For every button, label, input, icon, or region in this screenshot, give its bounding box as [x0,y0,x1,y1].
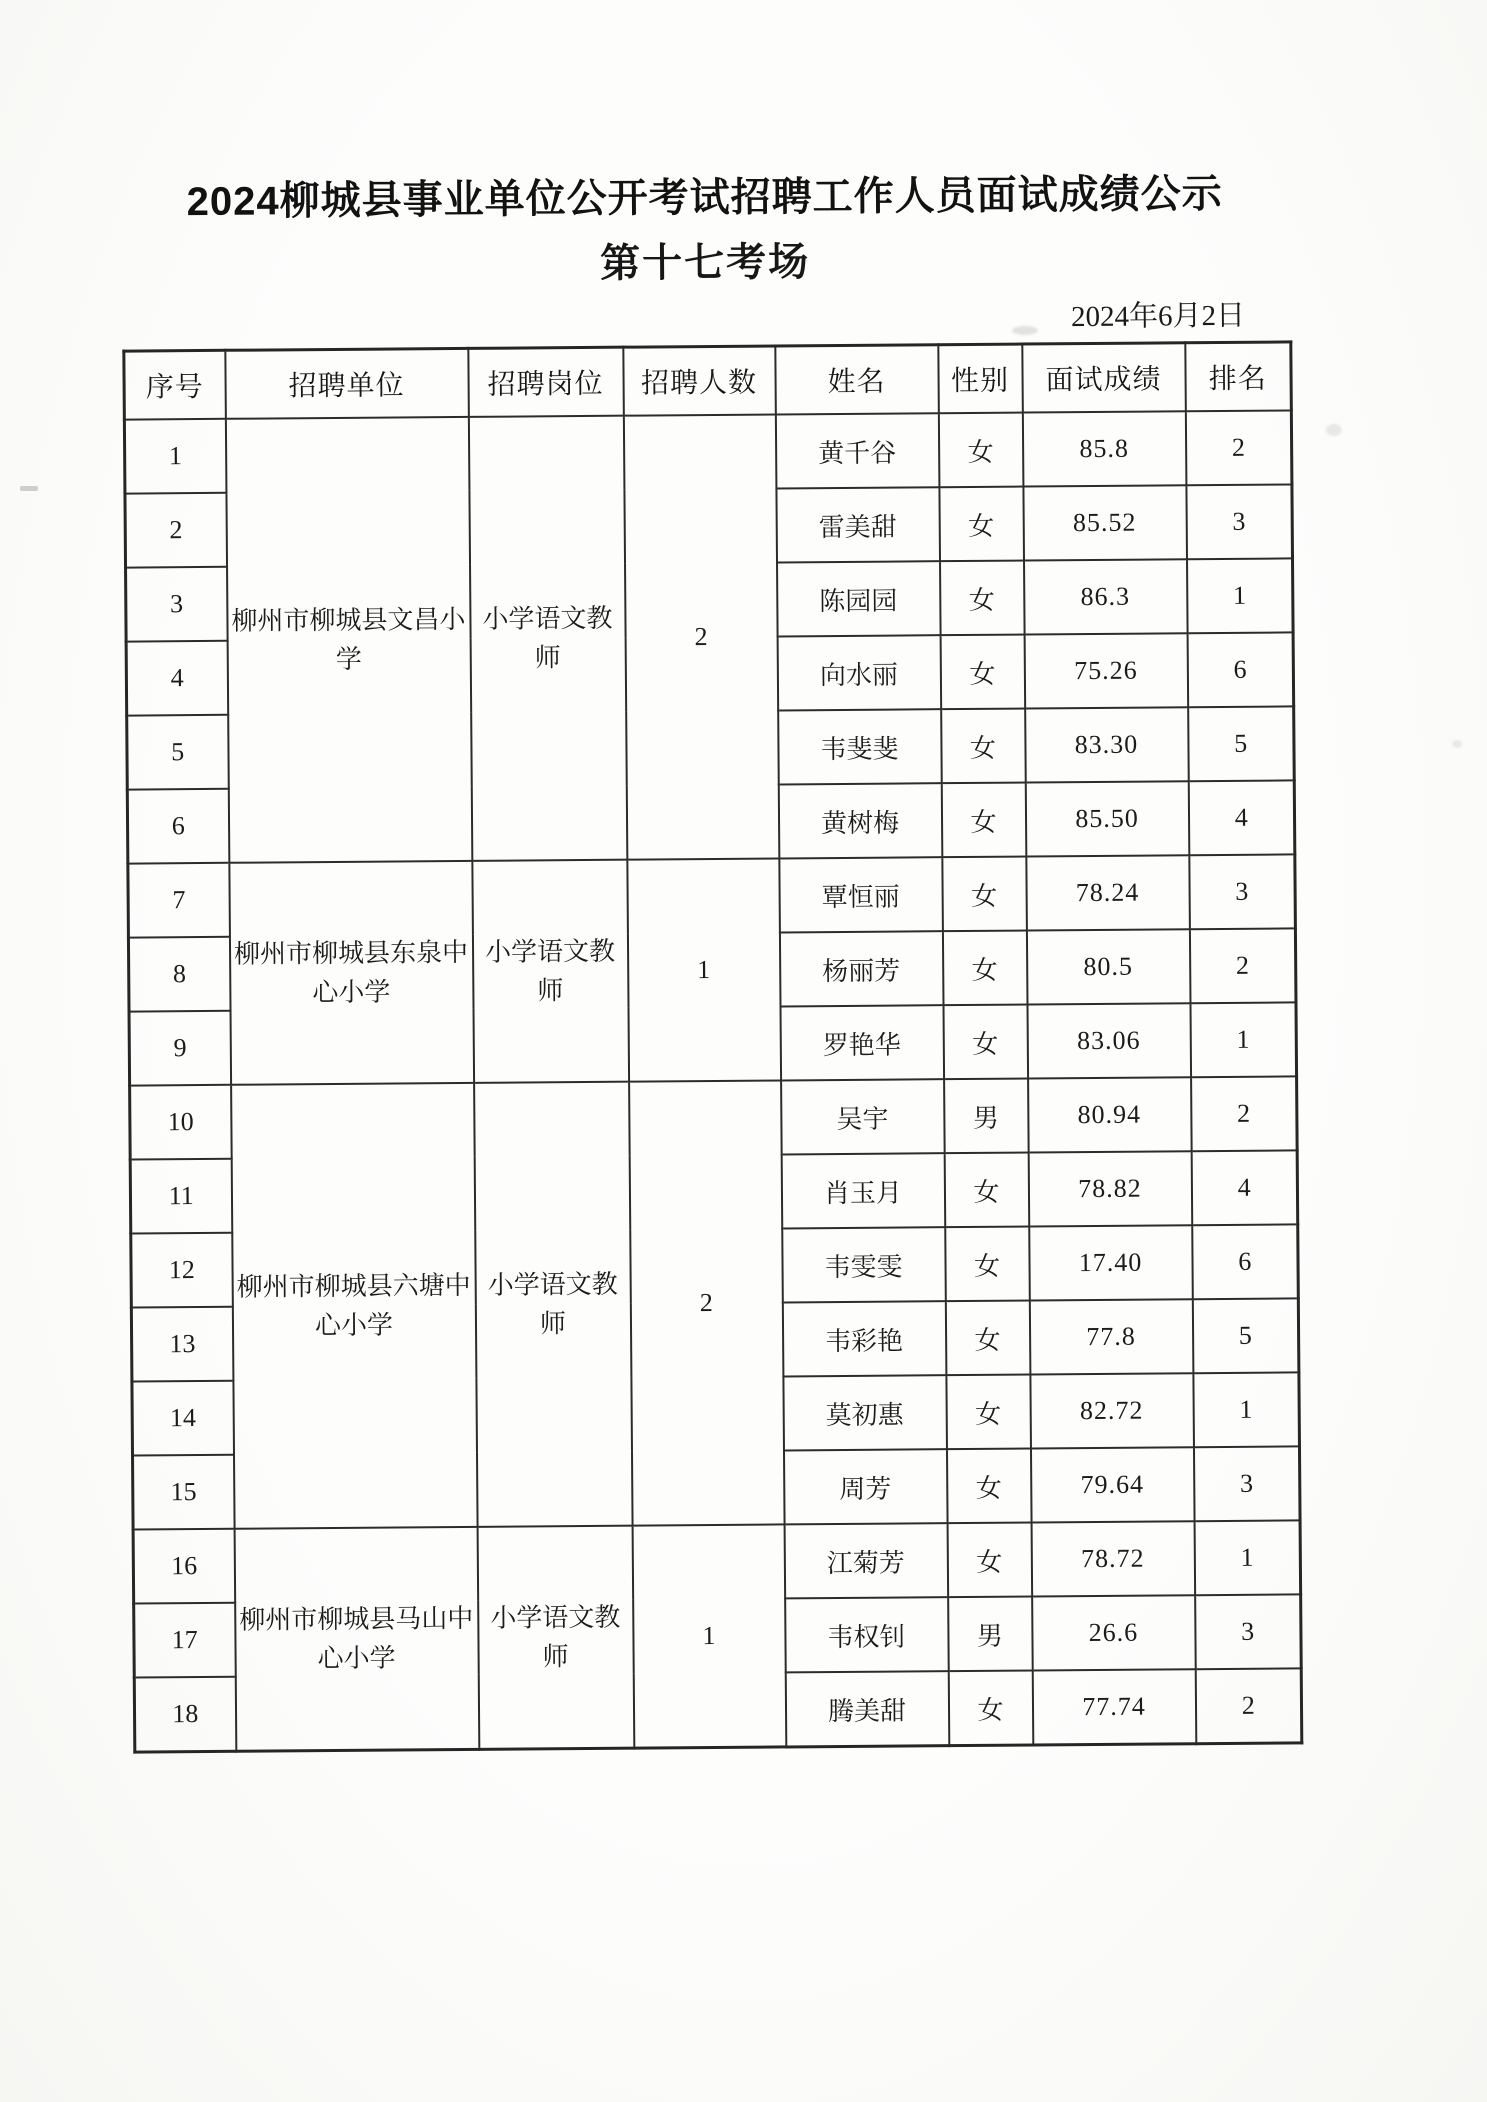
cell-score: 85.8 [1022,411,1186,486]
cell-name: 莫初惠 [783,1375,947,1450]
cell-position: 小学语文教师 [477,1526,634,1750]
exam-room-subtitle: 第十七考场 [599,239,811,286]
cell-name: 吴宇 [781,1079,945,1154]
cell-no: 13 [131,1307,233,1382]
cell-position: 小学语文教师 [474,1082,632,1527]
cell-score: 83.30 [1025,707,1189,782]
cell-gender: 女 [940,561,1025,636]
cell-name: 杨丽芳 [779,931,943,1006]
cell-name: 韦权钊 [785,1597,949,1672]
cell-name: 周芳 [783,1449,947,1524]
cell-rank: 2 [1195,1668,1302,1743]
cell-no: 1 [124,419,226,494]
cell-rank: 4 [1188,780,1295,855]
cell-no: 10 [130,1085,232,1160]
cell-name: 韦雯雯 [782,1227,946,1302]
cell-unit: 柳州市柳城县东泉中心小学 [229,861,474,1085]
cell-no: 12 [131,1233,233,1308]
cell-gender: 女 [943,1005,1028,1080]
cell-no: 2 [125,493,227,568]
cell-recruit-count: 1 [632,1524,786,1748]
column-header-name: 姓名 [775,345,939,415]
cell-name: 黄千谷 [775,413,939,488]
cell-gender: 女 [942,857,1027,932]
cell-name: 罗艳华 [780,1005,944,1080]
cell-gender: 女 [946,1449,1031,1524]
cell-rank: 6 [1192,1224,1299,1299]
column-header-unit: 招聘单位 [225,348,469,418]
cell-score: 80.5 [1026,929,1190,1004]
cell-gender: 女 [939,487,1024,562]
column-header-no: 序号 [124,350,226,419]
cell-rank: 3 [1195,1594,1302,1669]
cell-score: 26.6 [1032,1595,1196,1670]
cell-rank: 3 [1189,854,1296,929]
cell-gender: 女 [945,1301,1030,1376]
cell-score: 83.06 [1027,1003,1191,1078]
cell-rank: 1 [1190,1002,1297,1077]
column-header-count: 招聘人数 [623,346,776,416]
cell-gender: 男 [948,1597,1033,1672]
cell-no: 18 [134,1677,236,1752]
cell-no: 11 [130,1159,232,1234]
cell-name: 雷美甜 [776,487,940,562]
table-row [133,1520,1301,1603]
cell-gender: 女 [944,1153,1029,1228]
cell-score: 78.82 [1028,1151,1192,1226]
cell-name: 肖玉月 [781,1153,945,1228]
cell-score: 17.40 [1029,1225,1193,1300]
cell-gender: 女 [941,709,1026,784]
cell-rank: 4 [1191,1150,1298,1225]
cell-rank: 5 [1192,1298,1299,1373]
cell-gender: 女 [947,1523,1032,1598]
cell-name: 黄树梅 [778,783,942,858]
cell-rank: 1 [1194,1520,1301,1595]
cell-recruit-count: 2 [629,1080,784,1525]
cell-unit: 柳州市柳城县文昌小学 [225,417,471,863]
column-header-gender: 性别 [938,344,1023,413]
cell-rank: 6 [1187,632,1294,707]
cell-score: 77.8 [1029,1299,1193,1374]
cell-gender: 女 [940,635,1025,710]
cell-score: 86.3 [1024,559,1188,634]
table-header-row [124,342,1292,420]
cell-name: 韦斐斐 [778,709,942,784]
cell-gender: 女 [938,413,1023,488]
cell-gender: 女 [941,783,1026,858]
cell-gender: 男 [944,1079,1029,1154]
cell-rank: 2 [1191,1076,1298,1151]
cell-recruit-count: 2 [623,414,778,859]
cell-name: 腾美甜 [785,1671,949,1747]
cell-score: 78.72 [1031,1521,1195,1596]
cell-score: 85.52 [1023,485,1187,560]
cell-gender: 女 [948,1671,1033,1746]
cell-score: 79.64 [1030,1447,1194,1522]
cell-no: 4 [126,641,228,716]
table-row [128,854,1296,937]
cell-no: 16 [133,1529,235,1604]
cell-rank: 2 [1189,928,1296,1003]
cell-no: 3 [126,567,228,642]
table-row [130,1076,1298,1159]
column-header-score: 面试成绩 [1022,343,1186,413]
cell-rank: 1 [1193,1372,1300,1447]
cell-no: 7 [128,863,230,938]
document-title: 2024柳城县事业单位公开考试招聘工作人员面试成绩公示 [186,171,1223,225]
cell-no: 8 [128,937,230,1012]
table-row [124,410,1292,493]
cell-rank: 5 [1188,706,1295,781]
cell-name: 向水丽 [777,635,941,710]
cell-name: 覃恒丽 [779,857,943,932]
cell-no: 14 [132,1381,234,1456]
cell-unit: 柳州市柳城县马山中心小学 [234,1527,479,1751]
column-header-rank: 排名 [1185,342,1292,411]
cell-score: 77.74 [1032,1669,1196,1745]
cell-score: 82.72 [1030,1373,1194,1448]
cell-gender: 女 [942,931,1027,1006]
cell-rank: 1 [1187,558,1294,633]
cell-unit: 柳州市柳城县六塘中心小学 [231,1083,477,1529]
cell-name: 陈园园 [777,561,941,636]
cell-name: 韦彩艳 [782,1301,946,1376]
cell-no: 17 [134,1603,236,1678]
cell-no: 6 [127,789,229,864]
interview-results-table [122,340,1303,1753]
cell-score: 85.50 [1025,781,1189,856]
cell-rank: 3 [1186,484,1293,559]
column-header-position: 招聘岗位 [468,347,624,417]
cell-no: 5 [127,715,229,790]
cell-position: 小学语文教师 [468,416,626,861]
cell-no: 9 [129,1011,231,1086]
document-date: 2024年6月2日 [1070,299,1246,334]
cell-recruit-count: 1 [627,858,781,1081]
cell-rank: 3 [1193,1446,1300,1521]
cell-name: 江菊芳 [784,1523,948,1598]
cell-gender: 女 [946,1375,1031,1450]
cell-score: 75.26 [1024,633,1188,708]
cell-rank: 2 [1185,410,1292,485]
cell-score: 78.24 [1026,855,1190,930]
cell-gender: 女 [945,1227,1030,1302]
cell-no: 15 [133,1455,235,1530]
cell-score: 80.94 [1028,1077,1192,1152]
cell-position: 小学语文教师 [472,860,629,1083]
